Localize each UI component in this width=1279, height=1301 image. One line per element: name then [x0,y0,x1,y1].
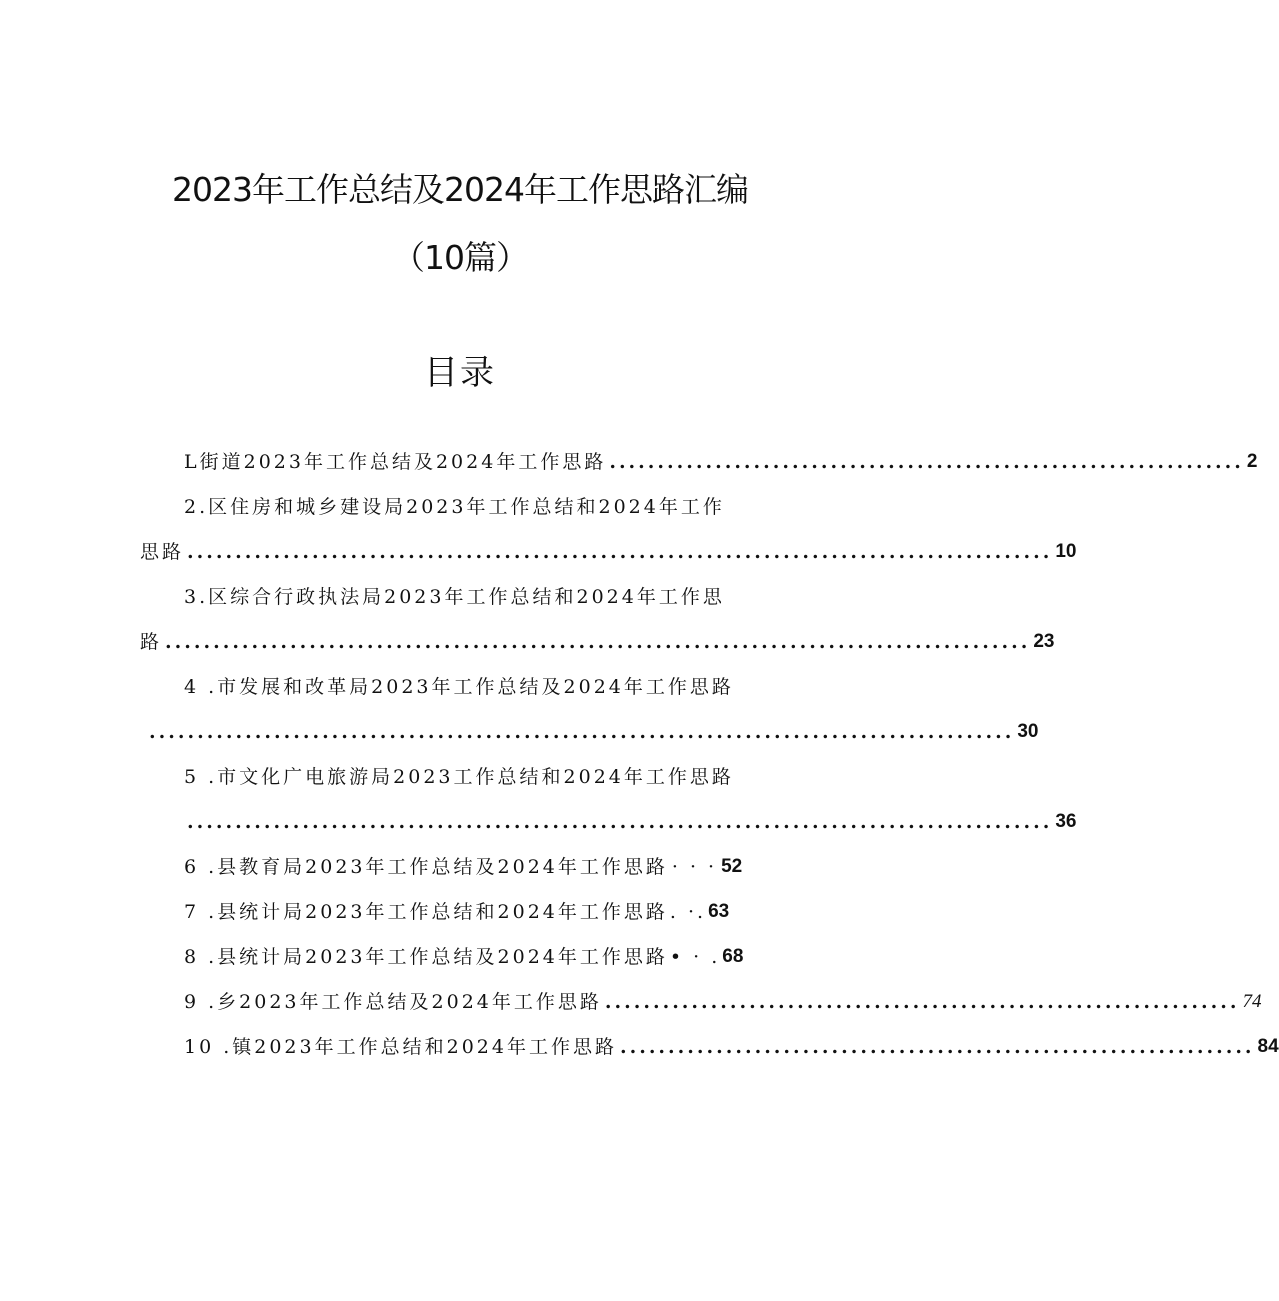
toc-entry-title: 7 .县统计局2023年工作总结和2024年工作思路 [184,901,668,923]
toc-leader-dots: .................................................................. [604,991,1240,1013]
toc-page-number: 84 [1257,1036,1279,1057]
toc-page-number: 63 [708,901,730,922]
toc-entry-title: 4 .市发展和改革局2023年工作总结及2024年工作思路 [184,676,734,698]
toc-entry-9[interactable] [184,988,1262,1016]
toc-entry-3[interactable] [184,583,744,611]
toc-page-number: 23 [1033,631,1055,652]
toc-page-number: 10 [1055,541,1077,562]
toc-leader-dots: .......................................................................................... [187,541,1053,563]
toc-entry-title: 6 .县教育局2023年工作总结及2024年工作思路 [184,856,668,878]
toc-page-number: 68 [722,946,744,967]
toc-entry-7[interactable] [184,898,729,926]
toc-leader-dots: .......................................................................................... [187,811,1053,833]
toc-entry-4-continued[interactable] [146,718,1039,746]
toc-heading: 目录 [424,353,496,393]
document-subtitle: （10篇） [392,238,528,277]
toc-entry-title: 5 .市文化广电旅游局2023工作总结和2024年工作思路 [184,766,734,788]
toc-entry-6[interactable] [184,853,742,881]
toc-entry-title-continued: 路 [140,631,163,653]
toc-leader-dots: .......................................................................................... [165,631,1031,653]
toc-entry-title: L街道2023年工作总结及2024年工作思路 [184,451,607,473]
toc-entry-8[interactable] [184,943,743,971]
toc-entry-4[interactable] [184,673,744,701]
toc-entry-title: 3.区综合行政执法局2023年工作总结和2024年工作思 [184,586,725,608]
toc-entry-2-continued[interactable] [140,538,1077,566]
toc-page-number: 36 [1055,811,1077,832]
toc-page-number: 74 [1242,991,1262,1012]
toc-entry-title: 8 .县统计局2023年工作总结及2024年工作思路 [184,946,668,968]
toc-entry-title: 2.区住房和城乡建设局2023年工作总结和2024年工作 [184,496,725,518]
toc-entry-2[interactable] [184,493,744,521]
toc-entry-10[interactable] [184,1033,1279,1061]
toc-entry-5[interactable] [184,763,744,791]
toc-page-number: 2 [1246,451,1258,472]
toc-entry-3-continued[interactable] [140,628,1055,656]
toc-page-number: 52 [721,856,743,877]
toc-entry-5-continued[interactable] [184,808,1077,836]
toc-page-number: 30 [1017,721,1039,742]
toc-leader-dots: · · · [671,856,718,878]
toc-entry-title-continued: 思路 [140,541,185,563]
toc-entry-title: 9 .乡2023年工作总结及2024年工作思路 [184,991,602,1013]
toc-leader-dots: .................................................................. [619,1036,1255,1058]
toc-leader-dots: . ·. [669,901,707,923]
toc-entry-title: 10 .镇2023年工作总结和2024年工作思路 [184,1036,617,1058]
document-title: 2023年工作总结及2024年工作思路汇编 [172,170,748,209]
toc-leader-dots: • · . [669,946,721,968]
toc-leader-dots: .................................................................. [609,451,1244,473]
toc-entry-1[interactable] [184,448,1258,476]
toc-leader-dots: .......................................................................................... [149,721,1015,743]
